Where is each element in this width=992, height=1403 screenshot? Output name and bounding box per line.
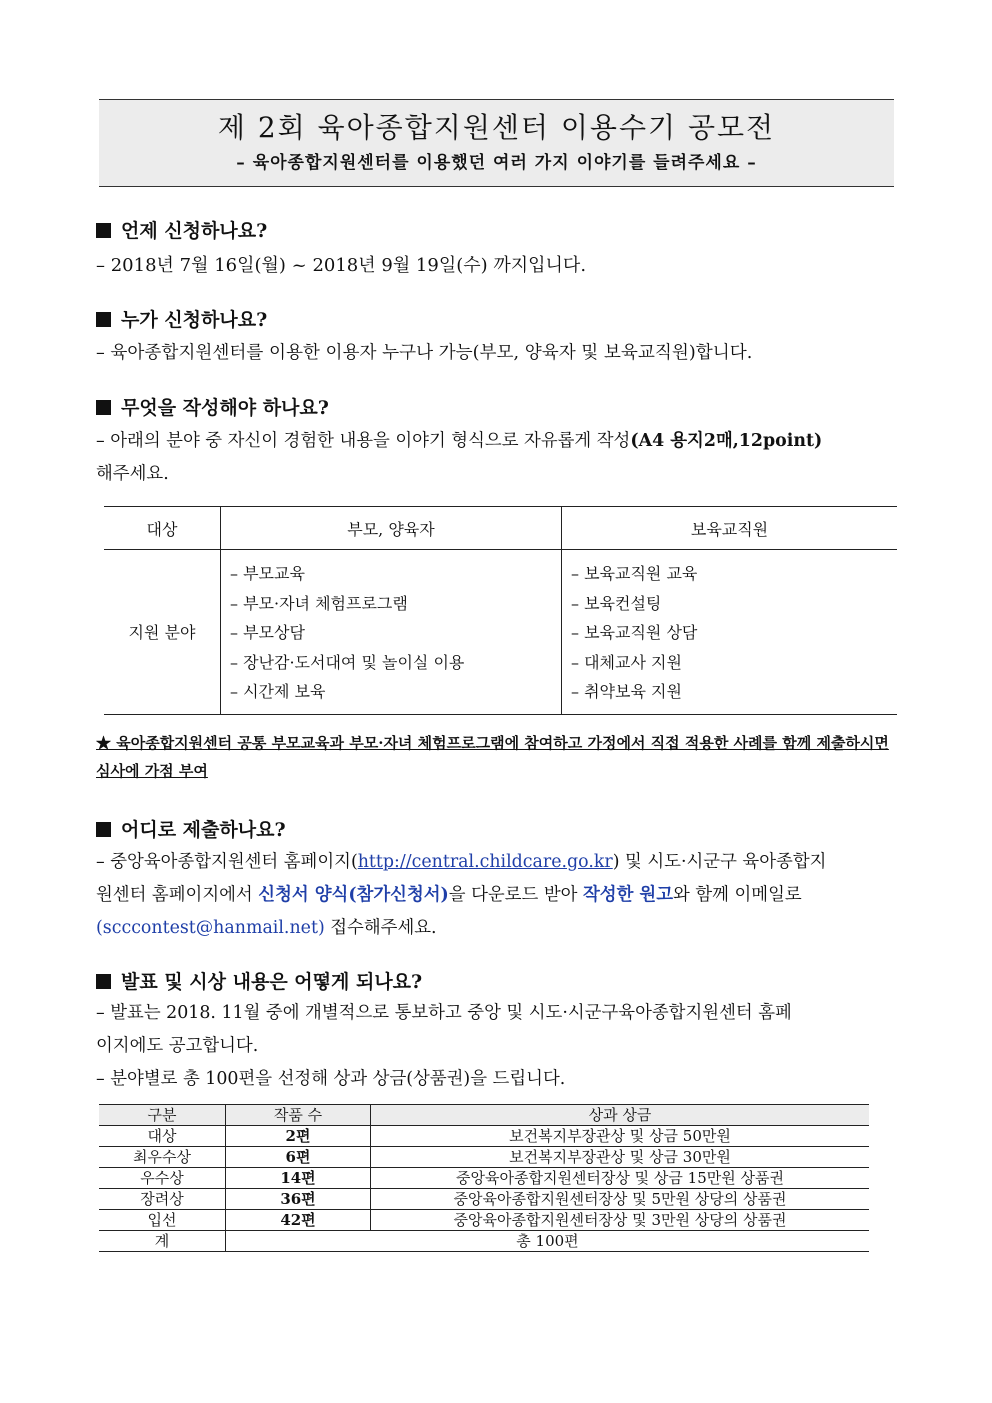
where-text-part: – 중앙육아종합지원센터 홈페이지( — [96, 852, 358, 872]
field-table-header: 대상 — [104, 507, 221, 550]
submission-email-link[interactable]: (scccontest@hanmail.net) — [96, 918, 325, 938]
prize-award: 보건복지부장관상 및 상금 50만원 — [371, 1126, 870, 1147]
prize-count: 2편 — [226, 1126, 371, 1147]
award-text-line: – 발표는 2018. 11월 중에 개별적으로 통보하고 중앙 및 시도·시군구육아종합지원센터 홈페 — [96, 1003, 792, 1023]
field-row-label: 지원 분야 — [128, 623, 196, 643]
where-text-part: 을 다운로드 받아 — [448, 885, 583, 905]
section-heading-when — [96, 218, 267, 244]
prize-grade: 장려상 — [99, 1189, 226, 1210]
prize-count: 36편 — [226, 1189, 371, 1210]
prize-table-header: 구분 — [99, 1105, 226, 1126]
table-row — [99, 1231, 869, 1252]
what-text-part: – 아래의 분야 중 자신이 경험한 내용을 이야기 형식으로 자유롭게 작성 — [96, 431, 631, 451]
draft-text: 작성한 원고 — [582, 885, 674, 905]
bonus-note: ★ 육아종합지원센터 공통 부모교육과 부모·자녀 체험프로그램에 참여하고 가정에서 직접 적용한 사례를 함께 제출하시면 심사에 가점 부여 — [96, 734, 889, 780]
square-bullet-icon — [96, 223, 111, 238]
heading-text: 무엇을 작성해야 하나요? — [121, 397, 329, 419]
field-table-header: 보육교직원 — [562, 507, 898, 550]
section-heading-where — [96, 817, 286, 843]
heading-text: 어디로 제출하나요? — [121, 819, 286, 841]
what-text — [96, 425, 898, 491]
section-heading-what — [96, 395, 329, 421]
heading-text: 언제 신청하나요? — [121, 220, 268, 242]
table-row — [99, 1210, 869, 1231]
what-text-end: 해주세요. — [96, 464, 169, 484]
square-bullet-icon — [96, 400, 111, 415]
prize-count: 14편 — [226, 1168, 371, 1189]
list-item: – 대체교사 지원 — [571, 652, 682, 672]
where-text-part: 원센터 홈페이지에서 — [96, 885, 259, 905]
list-item: – 취약보육 지원 — [571, 682, 682, 701]
table-row — [99, 1147, 869, 1168]
table-row — [99, 1168, 869, 1189]
field-table — [104, 506, 897, 715]
field-table-header: 부모, 양육자 — [221, 507, 562, 550]
list-item: – 보육교직원 상담 — [571, 623, 698, 642]
list-item: – 보육교직원 교육 — [571, 564, 698, 583]
award-text-line: – 분야별로 총 100편을 선정해 상과 상금(상품권)을 드립니다. — [96, 1069, 566, 1089]
where-text-part: ) 및 시도·시군구 육아종합지 — [612, 852, 827, 872]
heading-text: 발표 및 시상 내용은 어떻게 되나요? — [121, 971, 423, 993]
prize-award: 보건복지부장관상 및 상금 30만원 — [371, 1147, 870, 1168]
section-heading-who — [96, 307, 267, 333]
prize-grade: 대상 — [99, 1126, 226, 1147]
when-text: – 2018년 7월 16일(월) ~ 2018년 9월 19일(수) 까지입니다. — [96, 255, 587, 276]
who-text: – 육아종합지원센터를 이용한 이용자 누구나 가능(부모, 양육자 및 보육교직원)합니다. — [96, 343, 753, 363]
section-heading-award — [96, 969, 422, 995]
prize-count: 6편 — [226, 1147, 371, 1168]
where-text-part: 와 함께 이메일로 — [673, 885, 802, 905]
list-item: – 시간제 보육 — [230, 682, 326, 701]
title-box — [99, 99, 894, 187]
list-item: – 보육컨설팅 — [571, 593, 662, 613]
table-row — [99, 1126, 869, 1147]
page-subtitle: – 육아종합지원센터를 이용했던 여러 가지 이야기를 들려주세요 – — [236, 153, 757, 173]
prize-award: 중앙육아종합지원센터장상 및 5만원 상당의 상품권 — [371, 1189, 870, 1210]
prize-count: 42편 — [226, 1210, 371, 1231]
list-item: – 부모교육 — [230, 564, 305, 583]
table-row — [104, 550, 897, 715]
award-text — [96, 997, 898, 1096]
heading-text: 누가 신청하나요? — [121, 309, 268, 331]
prize-total-label: 계 — [99, 1231, 226, 1252]
homepage-link[interactable]: http://central.childcare.go.kr — [357, 852, 613, 872]
prize-grade: 입선 — [99, 1210, 226, 1231]
prize-table — [99, 1104, 869, 1252]
page-title: 제 2회 육아종합지원센터 이용수기 공모전 — [217, 111, 776, 144]
parents-list — [222, 551, 560, 713]
list-item: – 부모상담 — [230, 623, 305, 642]
prize-award: 중앙육아종합지원센터장상 및 상금 15만원 상품권 — [371, 1168, 870, 1189]
list-item: – 부모·자녀 체험프로그램 — [230, 593, 408, 613]
prize-grade: 우수상 — [99, 1168, 226, 1189]
where-text-part: 접수해주세요. — [324, 918, 437, 938]
prize-table-header: 상과 상금 — [371, 1105, 870, 1126]
prize-award: 중앙육아종합지원센터장상 및 3만원 상당의 상품권 — [371, 1210, 870, 1231]
prize-grade: 최우수상 — [99, 1147, 226, 1168]
square-bullet-icon — [96, 974, 111, 989]
award-text-line: 이지에도 공고합니다. — [96, 1036, 259, 1056]
staff-cell — [562, 550, 898, 715]
list-item: – 장난감·도서대여 및 놀이실 이용 — [230, 652, 465, 672]
application-form-text: 신청서 양식(참가신청서) — [258, 885, 449, 905]
parents-cell — [221, 550, 562, 715]
where-text — [96, 846, 898, 945]
prize-total-value: 총 100편 — [226, 1231, 870, 1252]
prize-table-header: 작품 수 — [226, 1105, 371, 1126]
square-bullet-icon — [96, 822, 111, 837]
square-bullet-icon — [96, 312, 111, 327]
staff-list — [563, 551, 896, 713]
what-text-format: (A4 용지2매,12point) — [630, 431, 823, 451]
table-row — [99, 1189, 869, 1210]
